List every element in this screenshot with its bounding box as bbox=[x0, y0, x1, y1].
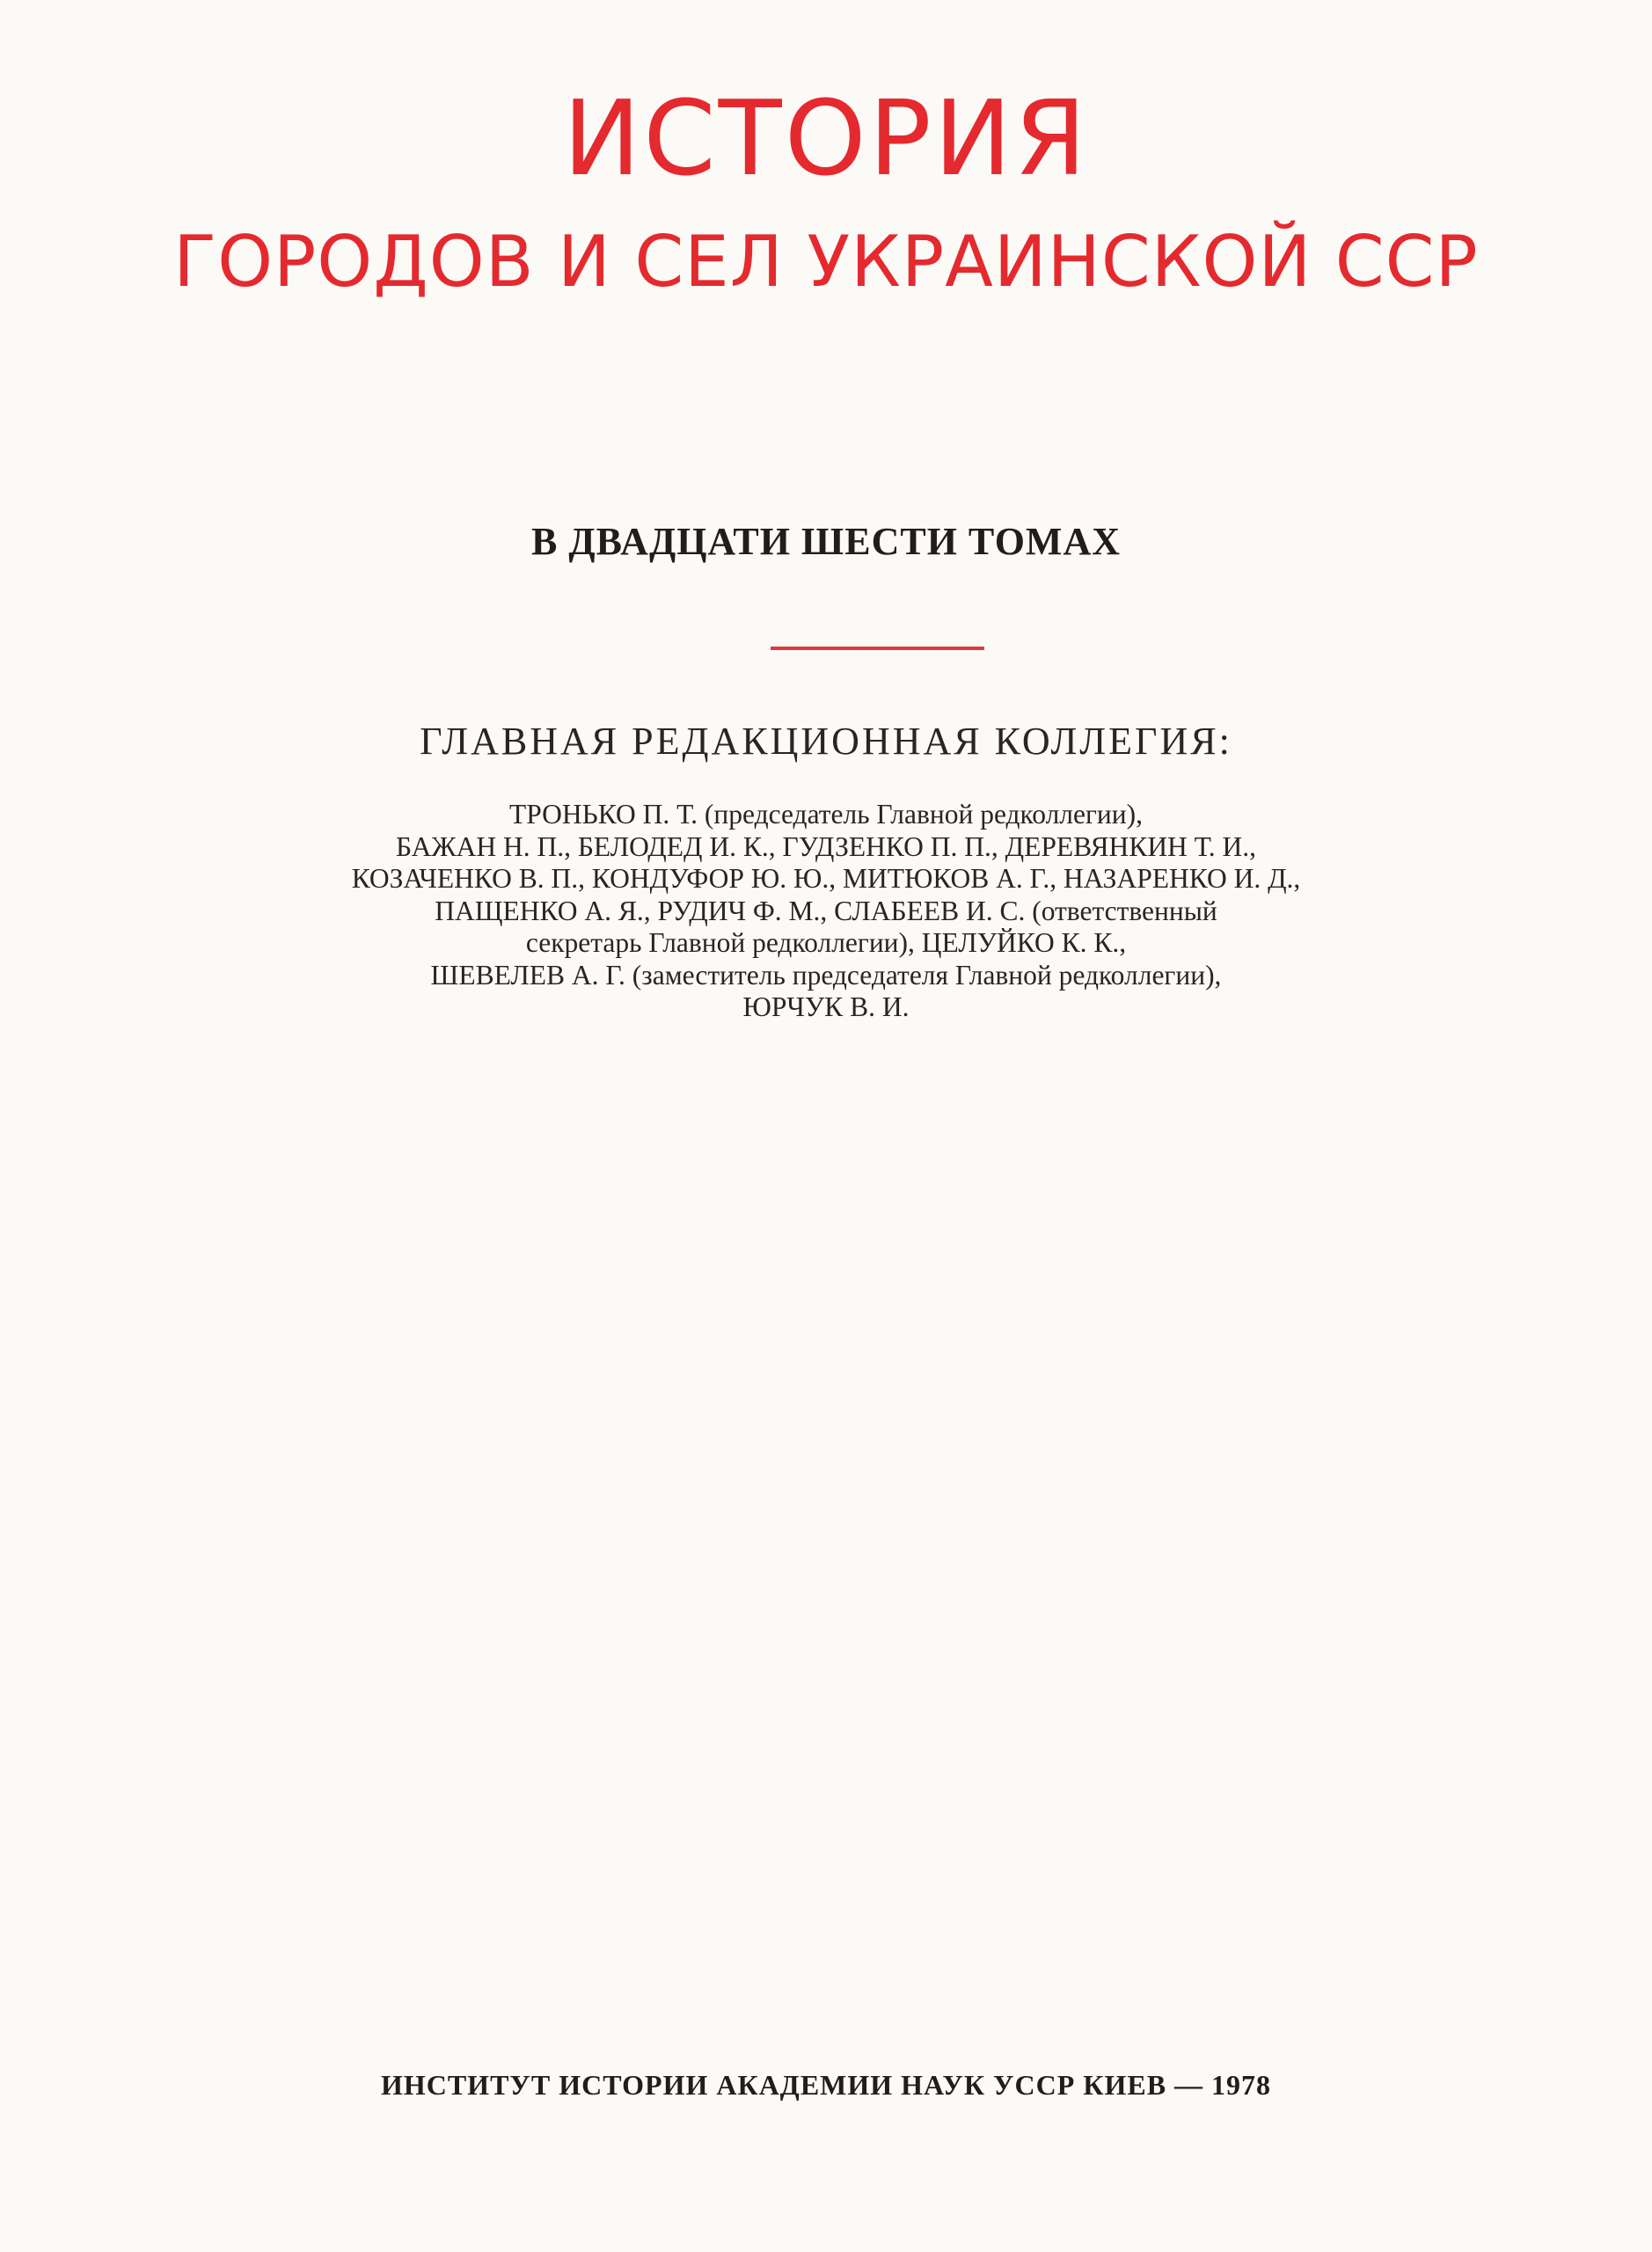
editorial-board-heading: ГЛАВНАЯ РЕДАКЦИОННАЯ КОЛЛЕГИЯ: bbox=[420, 720, 1232, 763]
board-member-line: секретарь Главной редколлегии), ЦЕЛУЙКО К. К., bbox=[525, 927, 1127, 958]
board-member-line: КОЗАЧЕНКО В. П., КОНДУФОР Ю. Ю., МИТЮКОВ А. Г., НАЗАРЕНКО И. Д., bbox=[351, 863, 1301, 894]
board-member-line: ЮРЧУК В. И. bbox=[742, 991, 910, 1022]
board-member-line: БАЖАН Н. П., БЕЛОДЕД И. К., ГУДЗЕНКО П. П., ДЕРЕВЯНКИН Т. И., bbox=[395, 830, 1257, 862]
book-subtitle: ГОРОДОВ И СЕЛ УКРАИНСКОЙ ССР bbox=[173, 221, 1479, 303]
board-member-line: ШЕВЕЛЕВ А. Г. (заместитель председателя Главной редколлегии), bbox=[430, 959, 1222, 991]
board-member-line: ТРОНЬКО П. Т. (председатель Главной редколлегии), bbox=[509, 799, 1143, 830]
red-divider bbox=[771, 647, 984, 650]
book-title: ИСТОРИЯ bbox=[562, 77, 1090, 199]
board-member-line: ПАЩЕНКО А. Я., РУДИЧ Ф. М., СЛАБЕЕВ И. С. (ответственный bbox=[435, 895, 1217, 926]
editorial-board-members bbox=[317, 799, 1335, 1024]
volumes-note: В ДВАДЦАТИ ШЕСТИ ТОМАХ bbox=[530, 520, 1122, 563]
publisher-imprint: ИНСТИТУТ ИСТОРИИ АКАДЕМИИ НАУК УССР КИЕВ — 1978 bbox=[380, 2069, 1272, 2101]
